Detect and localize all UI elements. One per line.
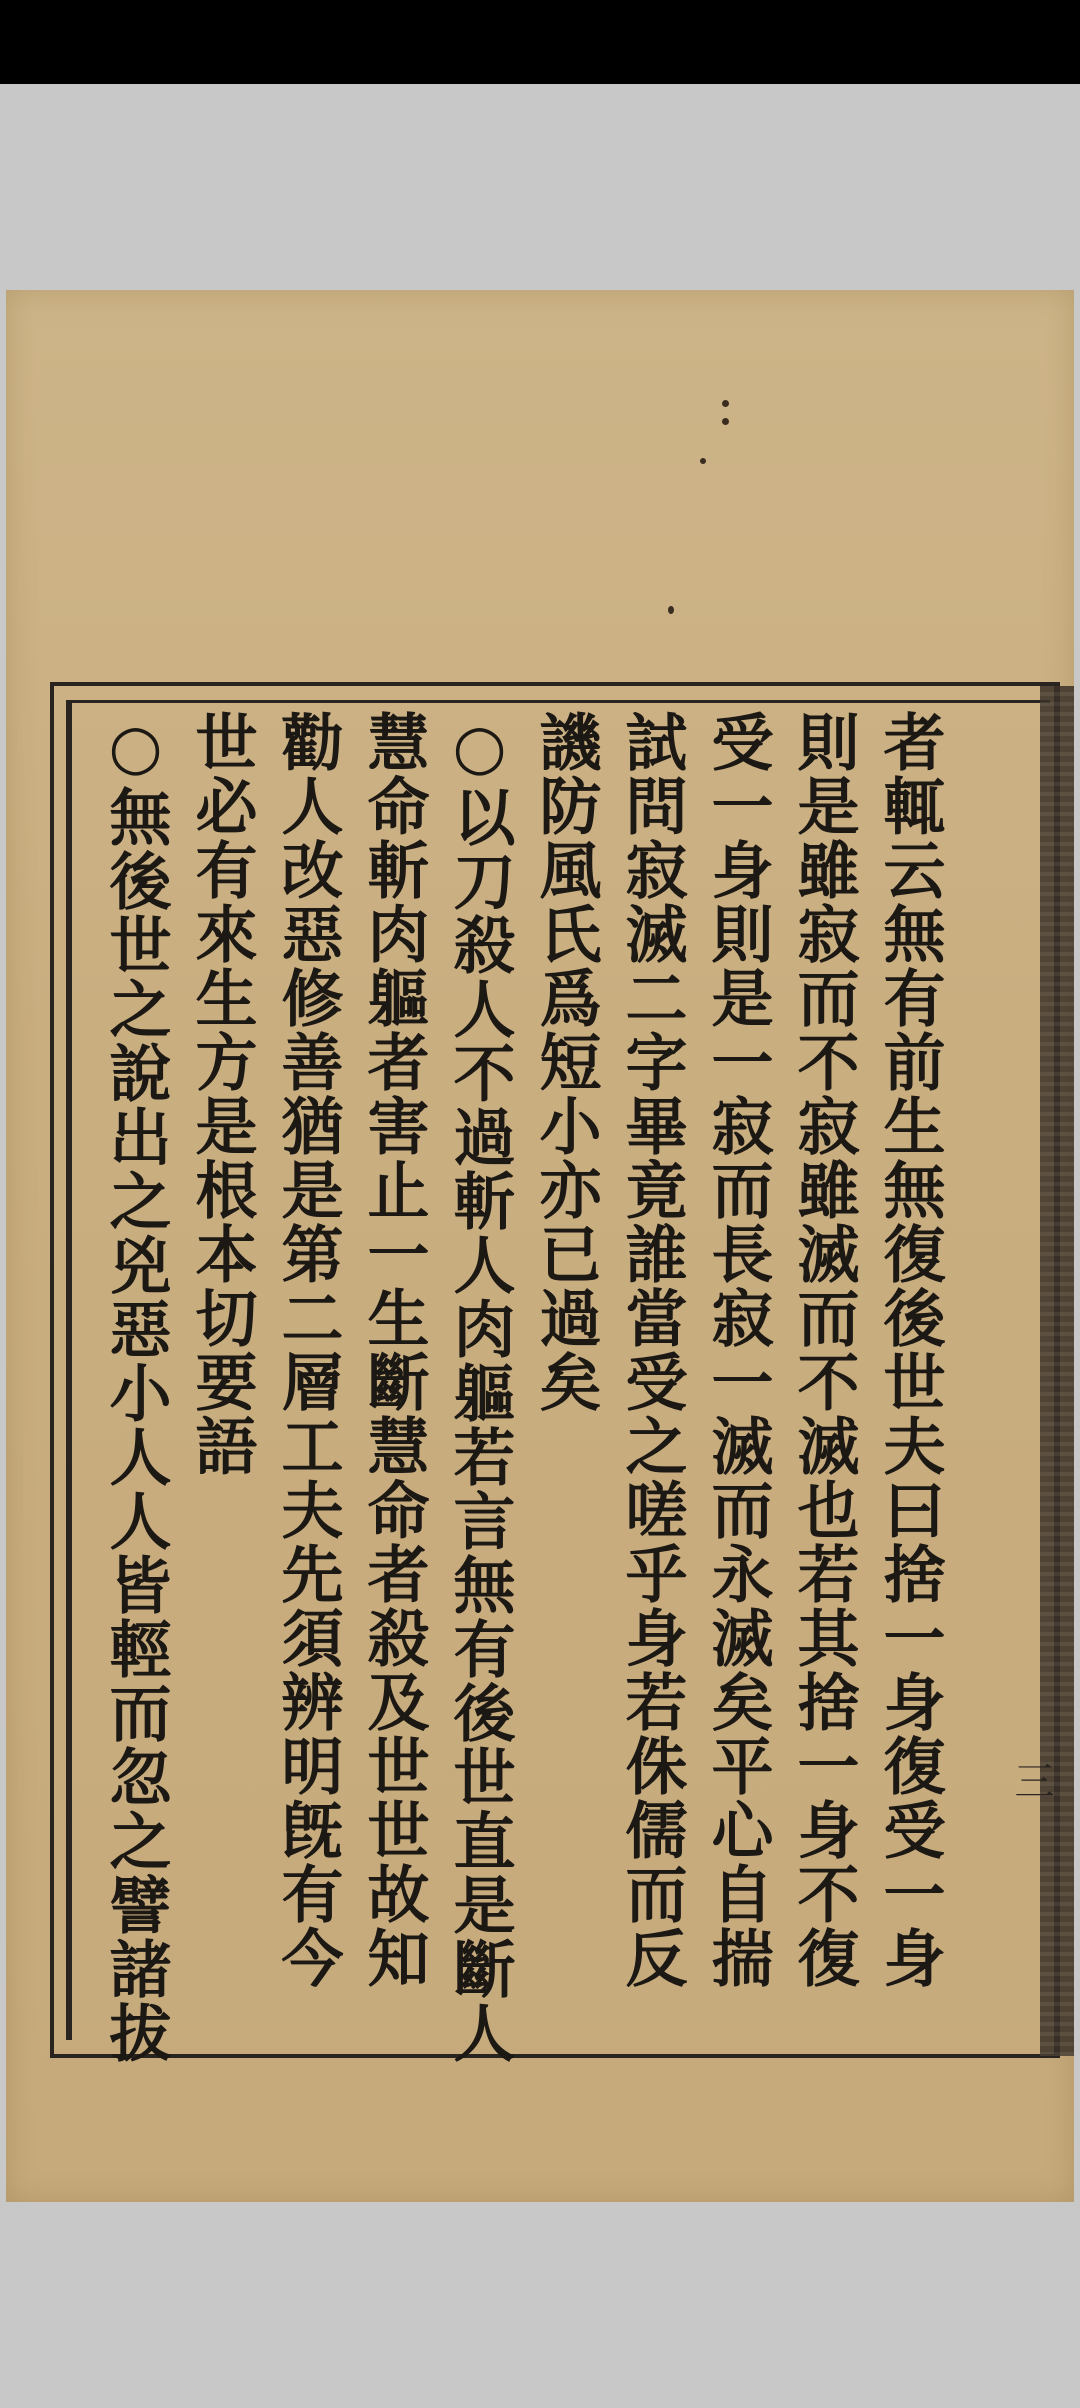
ink-spot — [668, 606, 674, 614]
ink-spot — [700, 458, 706, 464]
text-column-1: 者輒云無有前生無復後世夫曰捨一身復受一身 — [873, 710, 946, 1990]
text-column-2: 則是雖寂而不寂雖滅而不滅也若其捨一身不復 — [787, 710, 860, 1990]
text-column-3: 受一身則是一寂而長寂一滅而永滅矣平心自揣 — [701, 710, 774, 1990]
text-column-5: 譏防風氏爲短小亦已過矣 — [529, 710, 602, 1414]
page-fold-edge — [1040, 686, 1074, 2056]
ink-spot — [722, 400, 729, 407]
book-page — [6, 290, 1074, 2202]
text-column-4: 試問寂滅二字畢竟誰當受之嗟乎身若侏儒而反 — [615, 710, 688, 1990]
ink-spot — [722, 418, 729, 425]
page-number: 三 — [1008, 1760, 1054, 1800]
text-column-7: 慧命斬肉軀者害止一生斷慧命者殺及世世故知 — [357, 710, 430, 1990]
text-column-10: ○無後世之說出之兇惡小人人皆輕而忽之譬諸拔 — [99, 710, 172, 2065]
status-bar — [0, 0, 1080, 84]
text-column-6: ○以刀殺人不過斬人肉軀若言無有後世直是斷人 — [443, 710, 516, 2065]
text-column-8: 勸人改惡修善猶是第二層工夫先須辨明旣有今 — [271, 710, 344, 1990]
text-column-9: 世必有來生方是根本切要語 — [185, 710, 258, 1478]
text-columns — [86, 710, 946, 2065]
